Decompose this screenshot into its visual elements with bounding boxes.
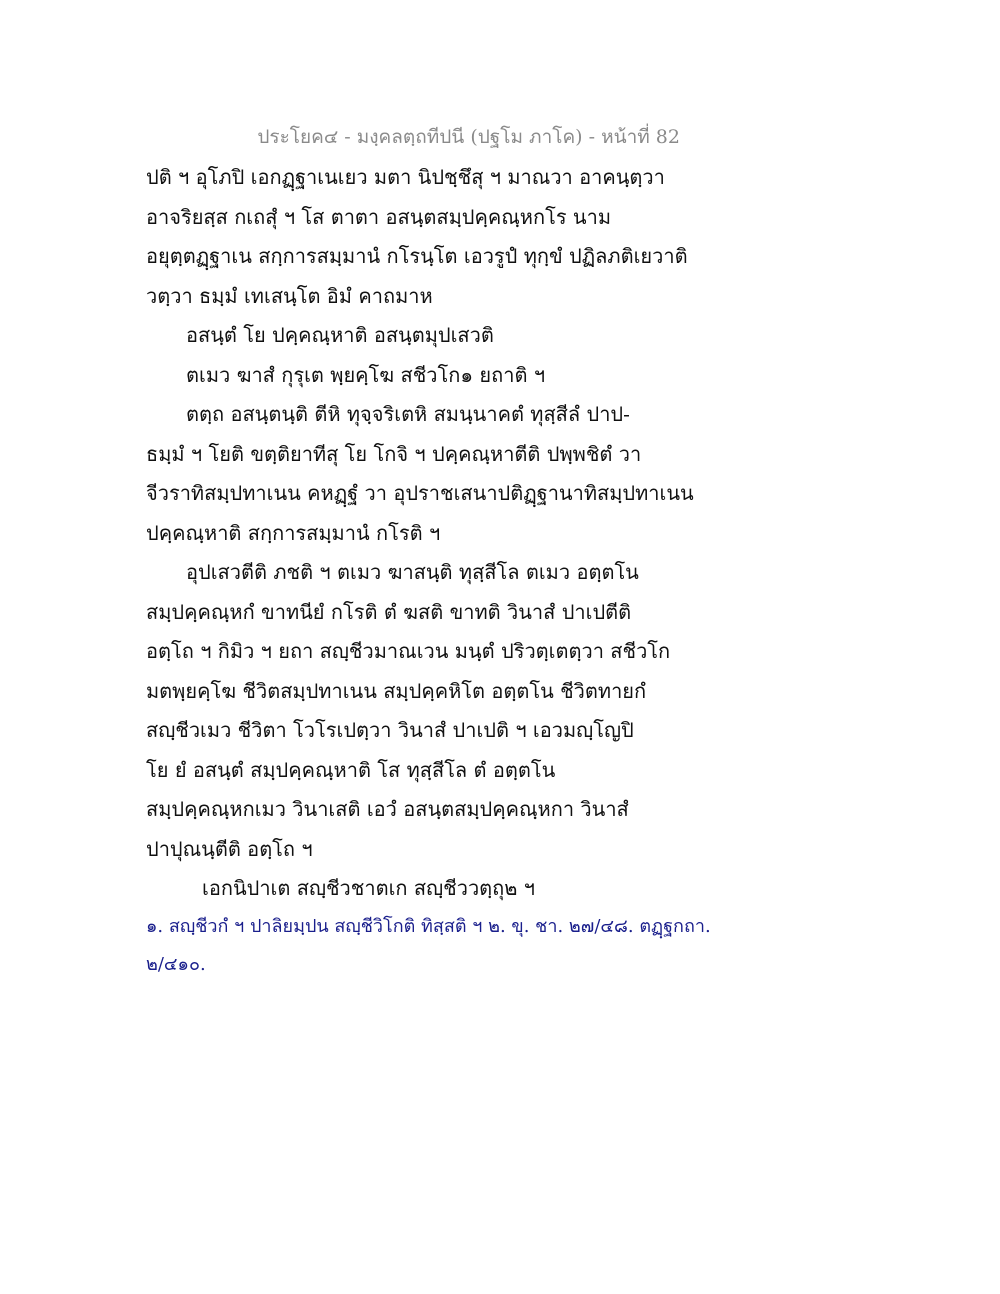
- text-line: อยุตฺตฏฺฐาเน สกฺการสมฺมานํ กโรนฺโต เอวรูปํ ทุกฺขํ ปฏิลภติเยวาติ: [146, 244, 688, 268]
- footnote-line: ๒/๔๑๐.: [146, 954, 206, 975]
- text-line: วตฺวา ธมฺมํ เทเสนฺโต อิมํ คาถมาห: [146, 283, 433, 308]
- text-line: สมฺปคฺคณฺหกํ ขาทนียํ กโรติ ตํ ฆสติ ขาทติ วินาสํ ปาเปตีติ: [146, 599, 632, 624]
- text-line: ธมฺมํ ฯ โยติ ขตฺติยาทีสุ โย โกจิ ฯ ปคฺคณฺหาตีติ ปพฺพชิตํ วา: [146, 441, 642, 466]
- text-line: มตพฺยคฺโฆ ชีวิตสมฺปทาเนน สมฺปคฺคหิโต อตฺตโน ชีวิตทายกํ: [146, 678, 647, 703]
- text-line: สญฺชีวเมว ชีวิตา โวโรเปตฺวา วินาสํ ปาเปติ ฯ เอวมญฺโญปิ: [146, 718, 634, 742]
- verse-line: อสนฺตํ โย ปคฺคณฺหาติ อสนฺตมุปเสวติ: [186, 323, 494, 347]
- verse-line: ตเมว ฆาสํ กุรุเต พฺยคฺโฆ สชีวโก๑ ยถาติ ฯ: [186, 362, 546, 387]
- body-text: [146, 158, 706, 909]
- text-line: โย ยํ อสนฺตํ สมฺปคฺคณฺหาติ โส ทุสฺสีโล ตํ อตฺตโน: [146, 757, 556, 782]
- paragraph-start-line: อุปเสวตีติ ภชติ ฯ ตเมว ฆาสนฺติ ทุสฺสีโล ตเมว อตฺตโน: [186, 560, 639, 584]
- text-line: ปคฺคณฺหาติ สกฺการสมฺมานํ กโรติ ฯ: [146, 520, 441, 545]
- footnote-line: ๑. สญฺชีวกํ ฯ ปาลิยมฺปน สญฺชีวิโกติ ทิสฺสติ ฯ ๒. ขุ. ชา. ๒๗/๔๘. ตฏฺฐกถา.: [146, 916, 711, 937]
- footnotes: [146, 908, 711, 984]
- text-line: สมฺปคฺคณฺหกเมว วินาเสติ เอวํ อสนฺตสมฺปคฺคณฺหกา วินาสํ: [146, 797, 629, 821]
- text-line: อตฺโถ ฯ กิมิว ฯ ยถา สญฺชีวมาณเวน มนฺตํ ปริวตฺเตตฺวา สชีวโก: [146, 639, 671, 663]
- running-header: ประโยค๔ - มงฺคลตฺถทีปนี (ปฐโม ภาโค) - หน้าที่ 82: [257, 126, 680, 148]
- paragraph-start-line: ตตฺถ อสนฺตนฺติ ตีหิ ทุจฺจริเตหิ สมนฺนาคตํ ทุสฺสีลํ ปาป-: [186, 402, 630, 426]
- text-line: จีวราทิสมฺปทาเนน คหฏฺฐํ วา อุปราชเสนาปติฏฺฐานาทิสมฺปทาเนน: [146, 481, 694, 505]
- text-line: ปาปุณนฺตีติ อตฺโถ ฯ: [146, 836, 313, 861]
- text-line: อาจริยสฺส กเถสุํ ฯ โส ตาตา อสนฺตสมฺปคฺคณฺหกโร นาม: [146, 204, 611, 229]
- story-ending-line: เอกนิปาเต สญฺชีวชาตเก สญฺชีววตฺถุ๒ ฯ: [202, 876, 536, 900]
- text-line: ปติ ฯ อุโภปิ เอกฏฺฐาเนเยว มตา นิปชฺชึสุ ฯ มาณวา อาคนฺตฺวา: [146, 165, 665, 189]
